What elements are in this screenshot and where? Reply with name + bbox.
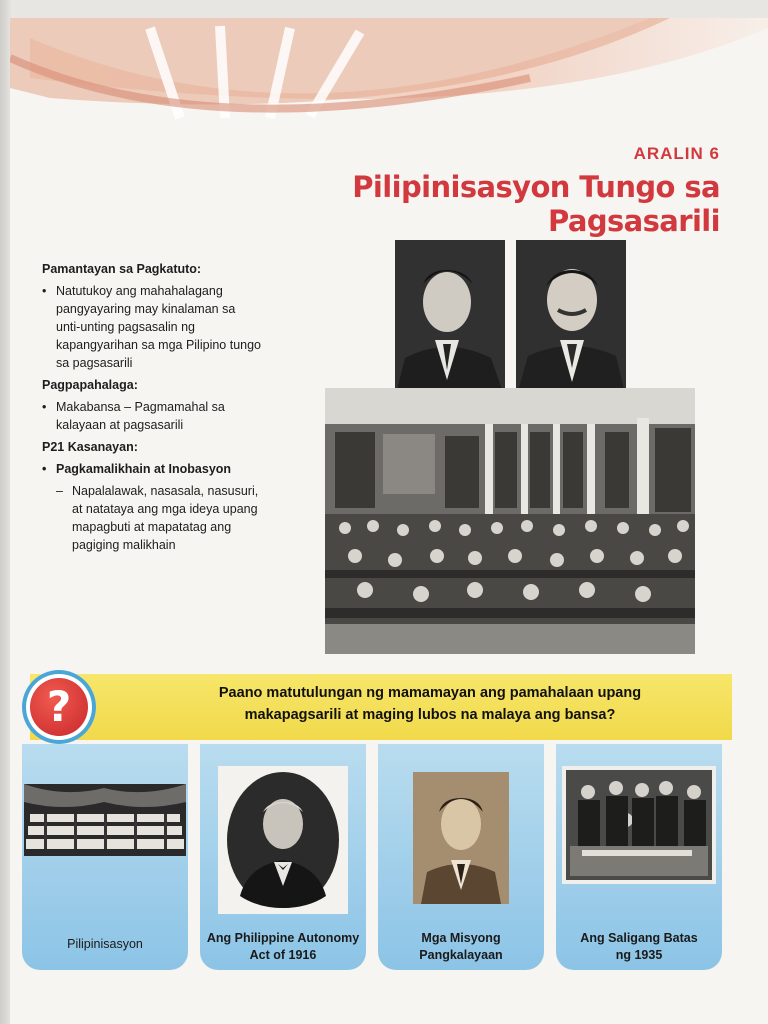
skills-subitem-text: Napalalawak, nasasala, nasusuri, at natataya ang mga ideya upang mapagbuti at mapatatag ang pagiging malikhain bbox=[72, 484, 259, 552]
guiding-question bbox=[160, 682, 700, 726]
question-line-2: makapagsarili at maging lubos na malaya ang bansa? bbox=[244, 707, 616, 723]
question-mark-icon bbox=[22, 670, 96, 744]
skills-text: Pagkamalikhain at Inobasyon bbox=[56, 462, 232, 476]
card-label bbox=[200, 930, 366, 964]
topic-card-autonomy-act bbox=[200, 744, 366, 970]
question-glyph: ? bbox=[30, 678, 88, 736]
card-label bbox=[22, 936, 188, 953]
skills-item bbox=[42, 460, 262, 478]
topic-card-constitution bbox=[556, 744, 722, 970]
question-line-1: Paano matutulungan ng mamamayan ang pamahalaan upang bbox=[218, 685, 642, 701]
values-text: Makabansa – Pagmamahal sa kalayaan at pagsasarili bbox=[56, 400, 225, 432]
lesson-number: ARALIN 6 bbox=[633, 144, 720, 163]
portrait-photo-right bbox=[516, 240, 626, 398]
card-label-line-1: Mga Misyong bbox=[421, 931, 501, 945]
card-label-line-2: Pangkalayaan bbox=[419, 948, 503, 962]
skills-heading: P21 Kasanayan: bbox=[42, 440, 138, 454]
bullet-icon: • bbox=[42, 284, 47, 298]
portrait-photo-left bbox=[395, 240, 505, 398]
dash-icon: – bbox=[56, 484, 63, 498]
guiding-question-bar bbox=[30, 674, 732, 740]
sepia-portrait-photo bbox=[413, 772, 509, 904]
values-heading: Pagpapahalaga: bbox=[42, 378, 138, 392]
card-label-line-1: Pilipinisasyon bbox=[67, 937, 143, 951]
bullet-icon: • bbox=[42, 462, 47, 476]
card-label-line-2: ng 1935 bbox=[615, 948, 663, 962]
objectives-heading: Pamantayan sa Pagkatuto: bbox=[42, 262, 202, 276]
card-label bbox=[556, 930, 722, 964]
oval-portrait-photo bbox=[218, 766, 348, 914]
objective-item bbox=[42, 282, 262, 372]
page-title: Pilipinisasyon Tungo sa Pagsasarili bbox=[352, 170, 720, 238]
skills-subitem bbox=[56, 482, 262, 554]
card-label bbox=[378, 930, 544, 964]
bullet-icon: • bbox=[42, 400, 47, 414]
card-label-line-2: Act of 1916 bbox=[249, 948, 317, 962]
textbook-page bbox=[10, 18, 768, 1024]
topic-card-pilipinisasyon bbox=[22, 744, 188, 970]
group-photo bbox=[562, 766, 716, 884]
decorative-sunburst-banner bbox=[10, 18, 768, 138]
card-label-line-1: Ang Philippine Autonomy bbox=[206, 931, 360, 945]
class-photo bbox=[24, 784, 186, 856]
card-label-line-1: Ang Saligang Batas bbox=[580, 931, 698, 945]
learning-objectives bbox=[42, 260, 262, 554]
assembly-hall-photo bbox=[325, 388, 695, 654]
topic-card-missions bbox=[378, 744, 544, 970]
values-item bbox=[42, 398, 262, 434]
objective-text: Natutukoy ang mahahalagang pangyayaring may kinalaman sa unti-unting pagsasalin ng kapangyarihan sa mga Pilipino tungo sa pagsasarili bbox=[56, 284, 261, 370]
